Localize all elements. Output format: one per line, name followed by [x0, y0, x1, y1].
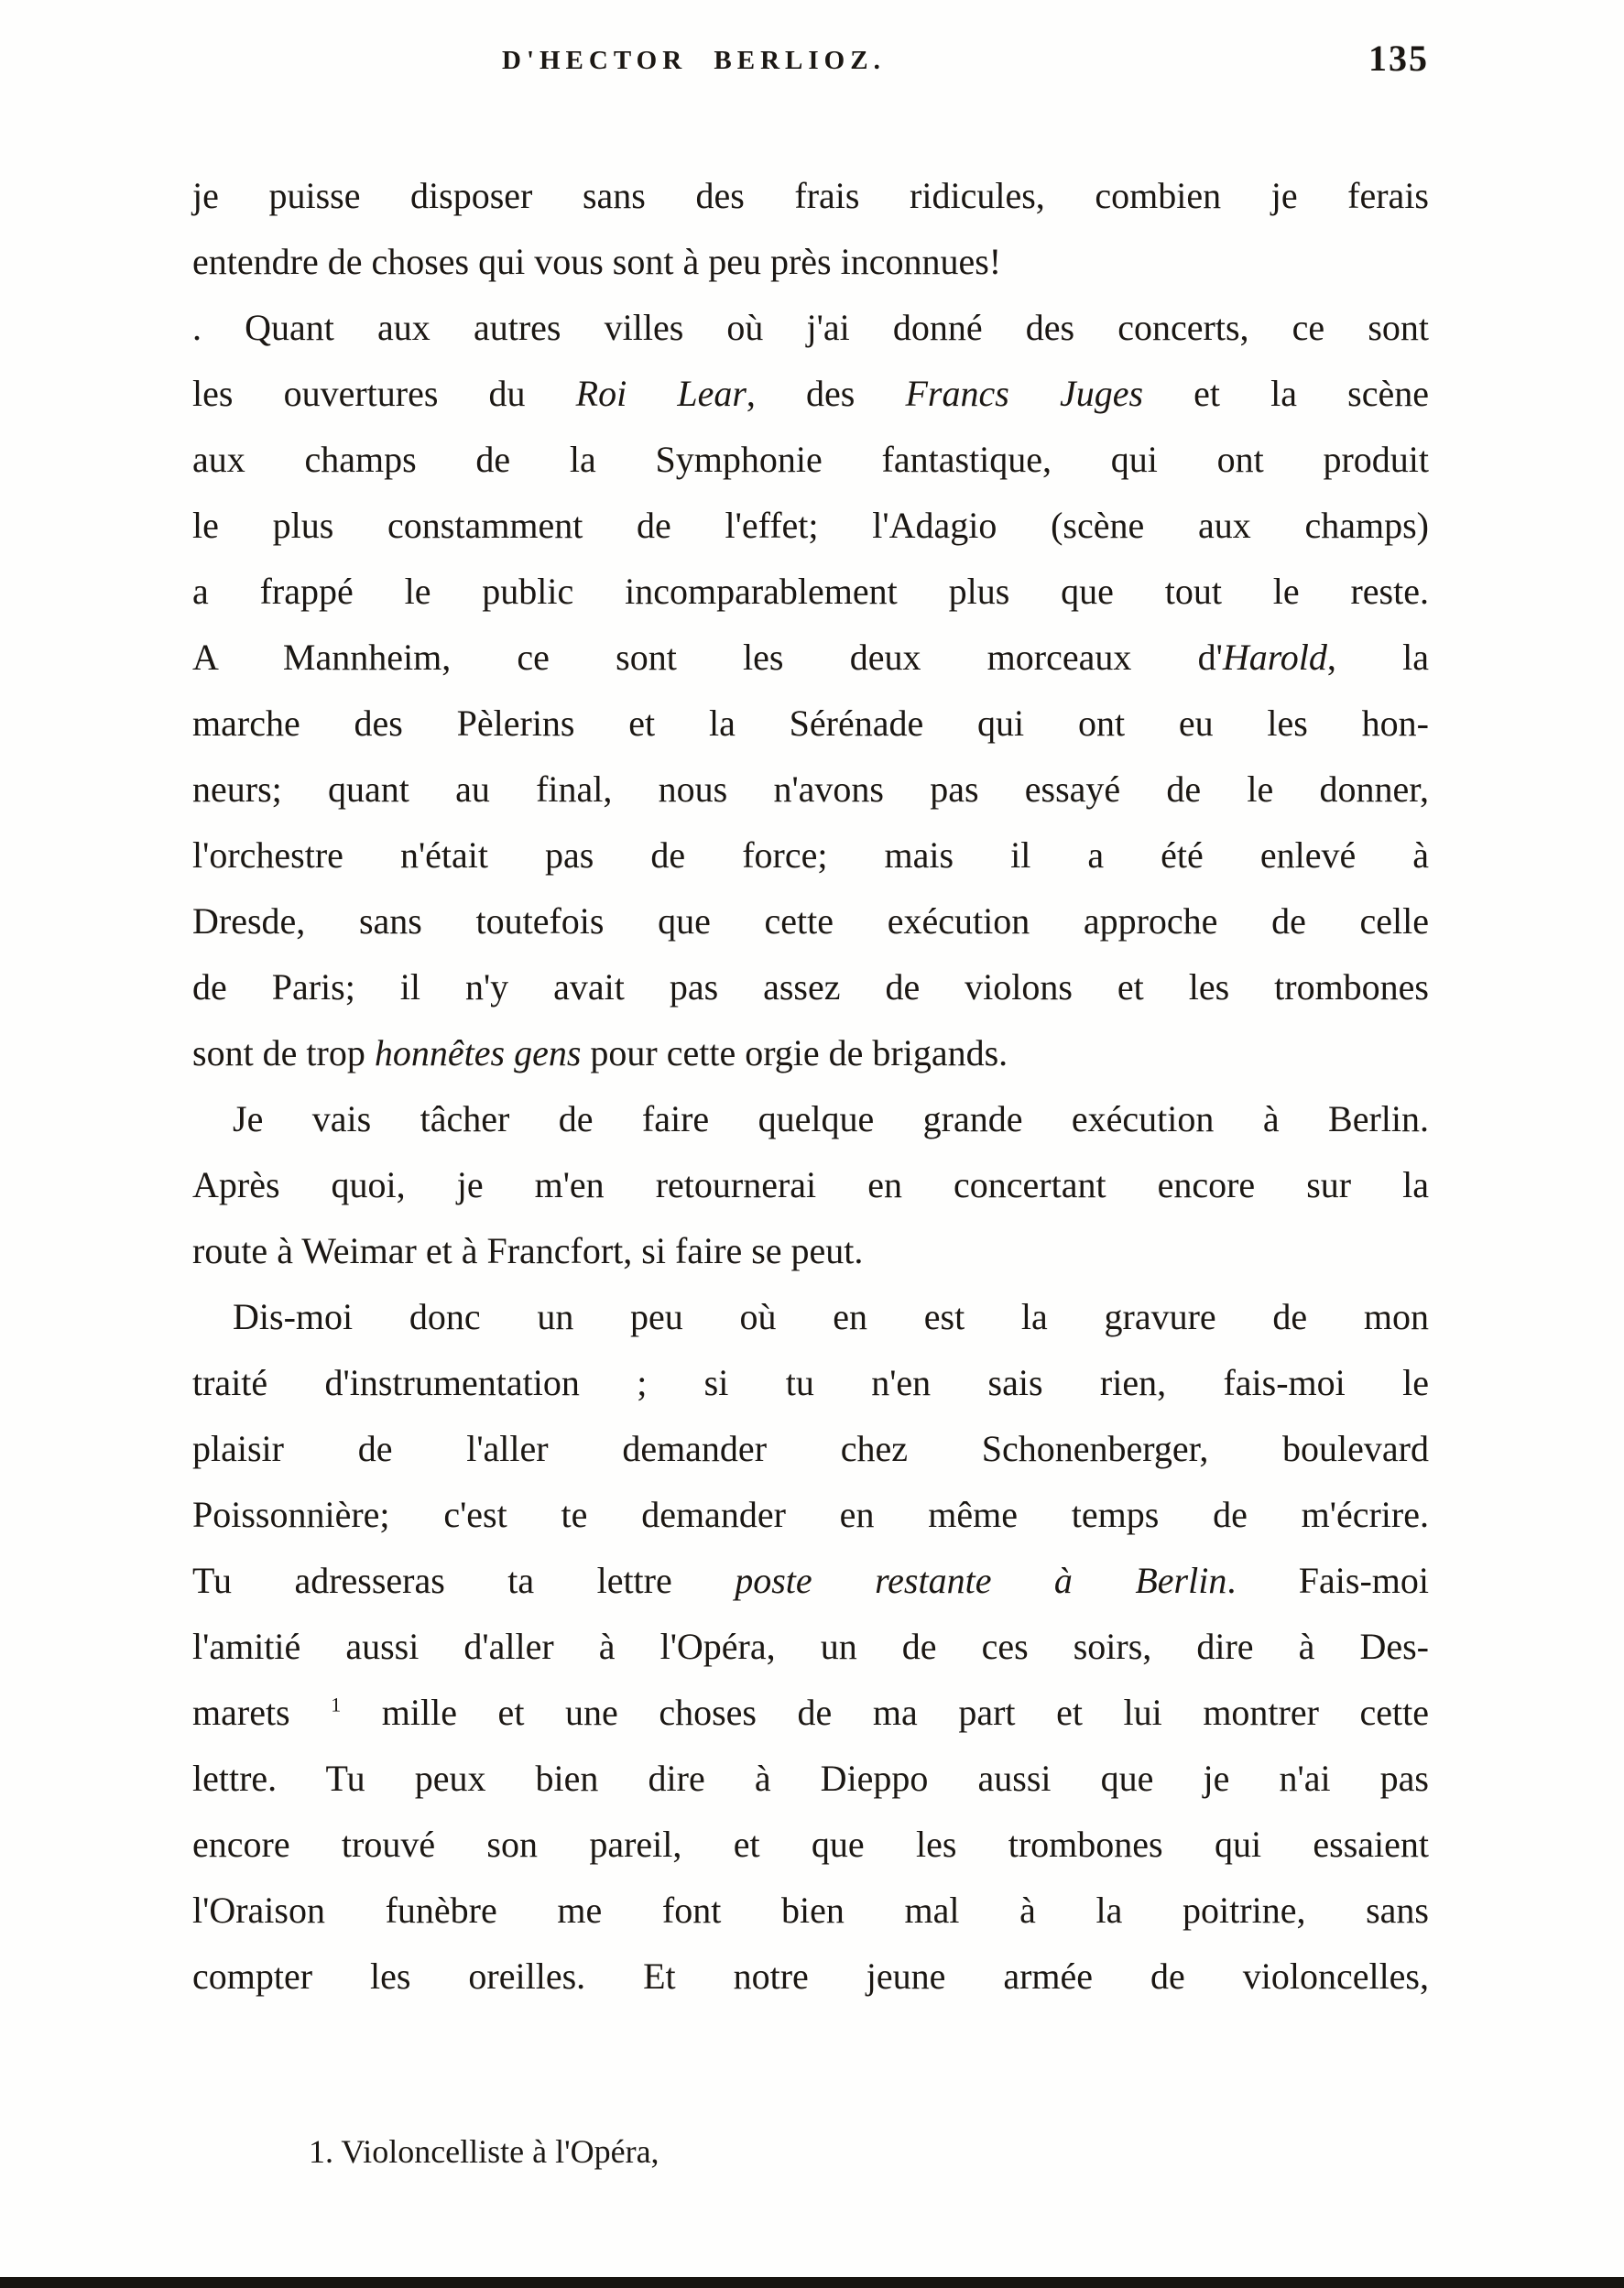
text-segment: . Quant aux autres villes où j'ai donné des concerts, ce sont: [192, 307, 1429, 348]
text-segment: marets: [192, 1692, 332, 1733]
text-line: [192, 295, 1429, 361]
text-line: [192, 1878, 1429, 1944]
text-line: [192, 427, 1429, 493]
text-line: [192, 1812, 1429, 1878]
text-segment: Je vais tâcher de faire quelque grande exécution à Berlin.: [233, 1098, 1429, 1139]
text-segment: le plus constamment de l'effet; l'Adagio (scène aux champs): [192, 505, 1429, 546]
text-line: [192, 1416, 1429, 1482]
text-line: [192, 1614, 1429, 1680]
text-segment: Dis-moi donc un peu où en est la gravure de mon: [233, 1296, 1429, 1337]
text-line: [192, 1284, 1429, 1350]
text-segment: , la: [1326, 637, 1429, 678]
text-segment: compter les oreilles. Et notre jeune armée de violoncelles,: [192, 1956, 1429, 1997]
text-line: [192, 1482, 1429, 1548]
text-segment: de Paris; il n'y avait pas assez de violons et les trombones: [192, 966, 1429, 1008]
footnote-ref-marker: 1: [331, 1693, 342, 1716]
italic-text: Roi Lear: [575, 373, 747, 414]
text-segment: . Fais-moi: [1226, 1560, 1430, 1601]
text-segment: a frappé le public incomparablement plus que tout le reste.: [192, 571, 1429, 612]
text-line: [192, 559, 1429, 625]
text-segment: , des: [746, 373, 906, 414]
text-line: [192, 1548, 1429, 1614]
text-segment: entendre de choses qui vous sont à peu près inconnues!: [192, 241, 1002, 282]
text-line: [192, 1152, 1429, 1218]
header-title: D'HECTOR BERLIOZ.: [502, 46, 886, 75]
text-segment: l'orchestre n'était pas de force; mais il a été enlevé à: [192, 834, 1429, 876]
text-segment: les ouvertures du: [192, 373, 576, 414]
italic-text: poste restante à Berlin: [735, 1560, 1227, 1601]
footnote: 1. Violoncelliste à l'Opéra,: [309, 2133, 659, 2170]
text-segment: Tu adresseras ta lettre: [192, 1560, 736, 1601]
text-segment: neurs; quant au final, nous n'avons pas essayé de le donner,: [192, 768, 1429, 810]
scan-edge-bottom: [0, 2277, 1624, 2288]
text-segment: plaisir de l'aller demander chez Schonenberger, boulevard: [192, 1428, 1429, 1469]
text-segment: sont de trop: [192, 1032, 375, 1073]
text-segment: et la scène: [1143, 373, 1429, 414]
text-segment: encore trouvé son pareil, et que les trombones qui essaient: [192, 1824, 1429, 1865]
text-block: [192, 163, 1429, 2010]
text-segment: traité d'instrumentation ; si tu n'en sais rien, fais-moi le: [192, 1362, 1429, 1403]
text-line: [192, 1746, 1429, 1812]
text-segment: pour cette orgie de brigands.: [581, 1032, 1008, 1073]
text-line: [192, 823, 1429, 888]
text-segment: je puisse disposer sans des frais ridicules, combien je ferais: [192, 175, 1429, 216]
text-line: [192, 1944, 1429, 2010]
italic-text: honnêtes gens: [374, 1032, 582, 1073]
text-segment: Après quoi, je m'en retournerai en concertant encore sur la: [192, 1164, 1429, 1205]
italic-text: Francs Juges: [905, 373, 1144, 414]
text-segment: l'Oraison funèbre me font bien mal à la poitrine, sans: [192, 1890, 1429, 1931]
text-segment: Poissonnière; c'est te demander en même temps de m'écrire.: [192, 1494, 1429, 1535]
text-line: [192, 691, 1429, 757]
text-line: [192, 361, 1429, 427]
text-segment: lettre. Tu peux bien dire à Dieppo aussi que je n'ai pas: [192, 1758, 1429, 1799]
italic-text: Harold: [1222, 637, 1327, 678]
text-line: [192, 954, 1429, 1020]
page-number: 135: [1368, 38, 1429, 79]
text-line: [192, 625, 1429, 691]
text-line: [192, 1218, 1429, 1284]
text-line: [192, 229, 1429, 295]
text-line: [192, 493, 1429, 559]
text-line: [192, 757, 1429, 823]
text-line: [192, 888, 1429, 954]
text-line: [192, 163, 1429, 229]
text-segment: l'amitié aussi d'aller à l'Opéra, un de ces soirs, dire à Des-: [192, 1626, 1429, 1667]
text-line: [192, 1020, 1429, 1086]
text-segment: aux champs de la Symphonie fantastique, qui ont produit: [192, 439, 1429, 480]
text-line: [192, 1086, 1429, 1152]
text-line: [192, 1350, 1429, 1416]
text-segment: Dresde, sans toutefois que cette exécution approche de celle: [192, 900, 1429, 942]
running-header: [192, 37, 1429, 95]
text-segment: marche des Pèlerins et la Sérénade qui ont eu les hon-: [192, 703, 1429, 744]
text-line: [192, 1680, 1429, 1746]
text-segment: mille et une choses de ma part et lui montrer cette: [341, 1692, 1429, 1733]
text-segment: A Mannheim, ce sont les deux morceaux d': [192, 637, 1223, 678]
text-segment: route à Weimar et à Francfort, si faire se peut.: [192, 1230, 864, 1271]
